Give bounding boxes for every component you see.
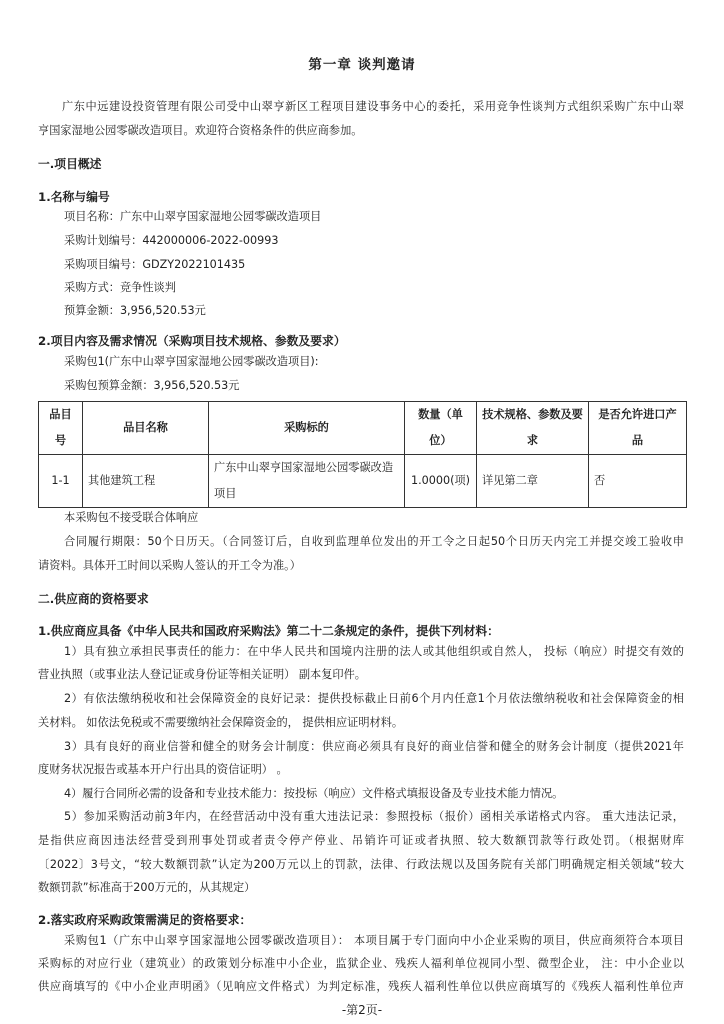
budget-amount: 预算金额：3,956,520.53元 [64, 304, 206, 317]
table-cell: 其他建筑工程 [83, 455, 209, 508]
section-heading-overview: 一.项目概述 [38, 157, 102, 171]
qualification-line: 1）具有独立承担民事责任的能力：在中华人民共和国境内注册的法人或其他组织或自然人， 投标（响应）时提交有效的 [64, 645, 684, 658]
intro-line-2: 亨国家湿地公园零碳改造项目。欢迎符合资格条件的供应商参加。 [38, 124, 363, 137]
package-budget: 采购包预算金额：3,956,520.53元 [64, 379, 240, 392]
table-header-cell: 品目号 [39, 402, 83, 455]
policy-line: 供应商填写的《中小企业声明函》（见响应文件格式）为判定标准，残疾人福利性单位以供应商填写的《残疾人福利性单位声 [38, 980, 684, 993]
qualification-line: 关材料。 如依法免税或不需要缴纳社会保障资金的， 提供相应证明材料。 [38, 716, 404, 729]
package-name: 采购包1(广东中山翠亨国家湿地公园零碳改造项目): [64, 355, 319, 368]
subsection-heading-policy: 2.落实政府采购政策需满足的资格要求： [38, 913, 252, 927]
subsection-heading-content: 2.项目内容及需求情况（采购项目技术规格、参数及要求） [38, 334, 346, 348]
qualification-line: 营业执照（或事业法人登记证或身份证等相关证明） 副本复印件。 [38, 668, 366, 681]
policy-line: 采购包1（广东中山翠亨国家湿地公园零碳改造项目）： 本项目属于专门面向中小企业采购的项目，供应商须符合本项目 [64, 934, 684, 947]
qualification-line: 是指供应商因违法经营受到刑事处罚或者责令停产停业、吊销许可证或者执照、较大数额罚款等行政处罚。（根据财库 [38, 834, 684, 847]
policy-line: 采购标的对应行业（建筑业）的政策划分标准中小企业，监狱企业、残疾人福利单位视同小型、微型企业， 注：中小企业以 [38, 957, 684, 970]
subsection-heading-name-number: 1.名称与编号 [38, 190, 110, 204]
contract-period-line-1: 合同履行期限：50个日历天。（合同签订后，自收到监理单位发出的开工令之日起50个日历天内完工并提交竣工验收申 [64, 535, 684, 548]
project-number: 采购项目编号：GDZY2022101435 [64, 258, 246, 271]
procurement-method: 采购方式：竞争性谈判 [64, 281, 176, 294]
page-title: 第一章 谈判邀请 [308, 57, 416, 73]
table-header-cell: 是否允许进口产品 [589, 402, 687, 455]
page-number: -第2页- [341, 1003, 383, 1017]
items-table [38, 401, 687, 508]
section-heading-qualifications: 二.供应商的资格要求 [38, 592, 149, 606]
contract-period-line-2: 请资料。具体开工时间以采购人签认的开工令为准。） [38, 559, 301, 572]
subsection-heading-law: 1.供应商应具备《中华人民共和国政府采购法》第二十二条规定的条件，提供下列材料： [38, 624, 499, 638]
table-header-cell: 数量（单位） [405, 402, 477, 455]
qualification-line: 度财务状况报告或基本开户行出具的资信证明） 。 [38, 763, 288, 776]
table-cell: 详见第二章 [477, 455, 589, 508]
table-cell: 1.0000(项) [405, 455, 477, 508]
qualification-line: 〔2022〕3号文，“较大数额罚款”认定为200万元以上的罚款，法律、行政法规以及国务院有关部门明确规定相关领域“较大 [38, 858, 684, 871]
table-cell: 否 [589, 455, 687, 508]
table-header-cell: 品目名称 [83, 402, 209, 455]
table-header-cell: 技术规格、参数及要求 [477, 402, 589, 455]
qualification-line: 数额罚款”标准高于200万元的，从其规定） [38, 881, 256, 894]
table-cell: 广东中山翠亨国家湿地公园零碳改造项目 [209, 455, 405, 508]
no-consortium-note: 本采购包不接受联合体响应 [64, 511, 199, 524]
qualification-line: 2）有依法缴纳税收和社会保障资金的良好记录：提供投标截止日前6个月内任意1个月依法缴纳税收和社会保障资金的相 [64, 692, 684, 705]
qualification-line: 5）参加采购活动前3年内，在经营活动中没有重大违法记录：参照投标（报价）函相关承诺格式内容。 重大违法记录， [64, 810, 684, 823]
intro-line-1: 广东中远建设投资管理有限公司受中山翠亨新区工程项目建设事务中心的委托，采用竞争性谈判方式组织采购广东中山翠 [62, 100, 684, 113]
project-name: 项目名称：广东中山翠亨国家湿地公园零碳改造项目 [64, 210, 322, 223]
qualification-line: 4）履行合同所必需的设备和专业技术能力：按投标（响应）文件格式填报设备及专业技术能力情况。 [64, 787, 564, 800]
plan-number: 采购计划编号：442000006-2022-00993 [64, 234, 279, 247]
qualification-line: 3）具有良好的商业信誉和健全的财务会计制度：供应商必须具有良好的商业信誉和健全的财务会计制度（提供2021年 [64, 740, 684, 753]
table-cell: 1-1 [39, 455, 83, 508]
table-header-cell: 采购标的 [209, 402, 405, 455]
table-header-row [39, 402, 687, 455]
table-row [39, 455, 687, 508]
